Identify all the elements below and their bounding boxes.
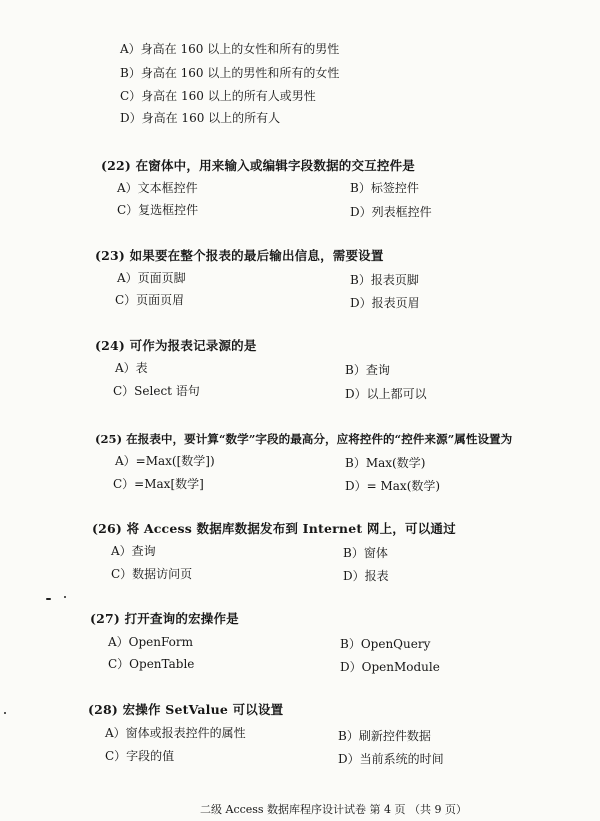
q23-stem: (23) 如果要在整个报表的最后输出信息，需要设置 <box>95 248 384 263</box>
q21-option-b: B）身高在 160 以上的男性和所有的女性 <box>120 66 340 80</box>
q24-option-c: C）Select 语句 <box>113 384 200 398</box>
q28-option-c: C）字段的值 <box>105 749 175 763</box>
q21-option-c: C）身高在 160 以上的所有人或男性 <box>120 89 316 103</box>
q22-stem: (22) 在窗体中，用来输入或编辑字段数据的交互控件是 <box>101 158 415 173</box>
q24-stem: (24) 可作为报表记录源的是 <box>95 338 257 353</box>
q22-option-c: C）复选框控件 <box>117 203 199 217</box>
q27-option-b: B）OpenQuery <box>340 637 431 651</box>
q25-stem: (25) 在报表中，要计算“数学”字段的最高分，应将控件的“控件来源”属性设置为 <box>95 432 513 446</box>
q23-option-b: B）报表页脚 <box>350 273 419 287</box>
q24-option-d: D）以上都可以 <box>345 387 427 401</box>
q28-option-a: A）窗体或报表控件的属性 <box>105 726 246 740</box>
scan-speck <box>46 598 51 600</box>
q23-option-c: C）页面页眉 <box>115 293 185 307</box>
q25-option-d: D）= Max(数学) <box>345 479 441 493</box>
q25-option-b: B）Max(数学) <box>345 456 426 470</box>
q26-option-b: B）窗体 <box>343 546 388 560</box>
q25-option-a: A）=Max([数学]) <box>115 454 215 468</box>
q24-option-a: A）表 <box>115 361 148 375</box>
q27-option-c: C）OpenTable <box>108 657 195 671</box>
q28-stem: (28) 宏操作 SetValue 可以设置 <box>88 702 284 717</box>
q26-stem: (26) 将 Access 数据库数据发布到 Internet 网上，可以通过 <box>92 521 456 536</box>
q28-option-d: D）当前系统的时间 <box>338 752 444 766</box>
q23-option-a: A）页面页脚 <box>117 271 186 285</box>
q24-option-b: B）查询 <box>345 363 390 377</box>
q28-option-b: B）刷新控件数据 <box>338 729 431 743</box>
q27-stem: (27) 打开查询的宏操作是 <box>90 611 239 626</box>
page-footer: 二级 Access 数据库程序设计试卷 第 4 页 （共 9 页） <box>200 803 468 816</box>
scan-speck <box>4 712 6 714</box>
q22-option-b: B）标签控件 <box>350 181 419 195</box>
q22-option-a: A）文本框控件 <box>117 181 198 195</box>
q26-option-c: C）数据访问页 <box>111 567 193 581</box>
q21-option-a: A）身高在 160 以上的女性和所有的男性 <box>120 42 340 56</box>
q23-option-d: D）报表页眉 <box>350 296 420 310</box>
q25-option-c: C）=Max[数学] <box>113 477 204 491</box>
q27-option-a: A）OpenForm <box>108 635 194 649</box>
q21-option-d: D）身高在 160 以上的所有人 <box>120 111 281 125</box>
q22-option-d: D）列表框控件 <box>350 205 432 219</box>
q26-option-d: D）报表 <box>343 569 389 583</box>
scan-speck <box>64 596 66 598</box>
q27-option-d: D）OpenModule <box>340 660 440 674</box>
q26-option-a: A）查询 <box>111 544 156 558</box>
